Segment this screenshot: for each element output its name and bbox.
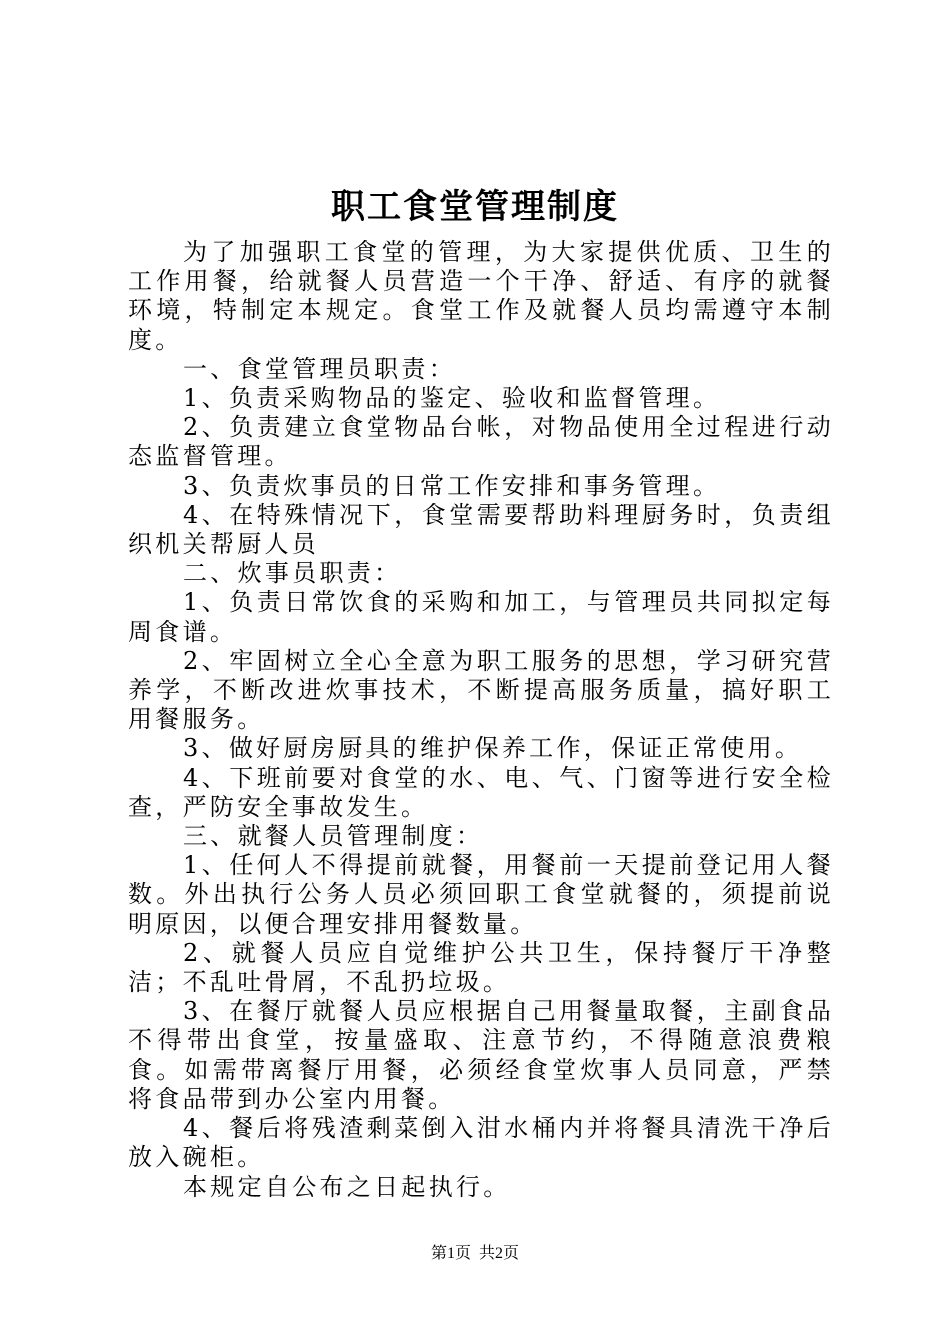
section-heading-diner-rules: 三、就餐人员管理制度： [183,822,484,851]
section-heading-cook-duties: 二、炊事员职责： [183,559,402,588]
page-total: 共2页 [479,1245,520,1262]
manager-duty-1: 1、负责采购物品的鉴定、验收和监督管理。 [183,384,721,413]
cook-duty-1: 1、负责日常饮食的采购和加工，与管理员共同拟定每周食谱。 [128,588,834,646]
effective-date-statement: 本规定自公布之日起执行。 [183,1172,511,1201]
page-footer [0,1242,950,1266]
manager-duty-2: 2、负责建立食堂物品台帐，对物品使用全过程进行动态监督管理。 [128,413,834,471]
document-title: 职工食堂管理制度 [331,187,619,227]
intro-paragraph: 为了加强职工食堂的管理，为大家提供优质、卫生的工作用餐，给就餐人员营造一个干净、舒适、有序的就餐环境，特制定本规定。食堂工作及就餐人员均需遵守本制度。 [128,238,834,354]
document-body [128,238,834,1202]
diner-rule-2: 2、就餐人员应自觉维护公共卫生，保持餐厅干净整洁；不乱吐骨屑，不乱扔垃圾。 [128,938,834,997]
section-heading-manager-duties: 一、食堂管理员职责： [183,354,456,383]
diner-rule-3: 3、在餐厅就餐人员应根据自己用餐量取餐，主副食品不得带出食堂，按量盛取、注意节约，不得随意浪费粮食。如需带离餐厅用餐，必须经食堂炊事人员同意，严禁将食品带到办公室内用餐。 [128,997,834,1113]
diner-rule-4: 4、餐后将残渣剩菜倒入泔水桶内并将餐具清洗干净后放入碗柜。 [128,1114,834,1172]
manager-duty-3: 3、负责炊事员的日常工作安排和事务管理。 [183,471,721,500]
cook-duty-4: 4、下班前要对食堂的水、电、气、门窗等进行安全检查，严防安全事故发生。 [128,763,834,821]
cook-duty-3: 3、做好厨房厨具的维护保养工作，保证正常使用。 [183,734,803,763]
page-number: 第1页 [430,1245,471,1262]
cook-duty-2: 2、牢固树立全心全意为职工服务的思想，学习研究营养学，不断改进炊事技术，不断提高服务质量，搞好职工用餐服务。 [128,646,834,734]
manager-duty-4: 4、在特殊情况下，食堂需要帮助料理厨务时，负责组织机关帮厨人员 [128,500,834,559]
diner-rule-1: 1、任何人不得提前就餐，用餐前一天提前登记用人餐数。外出执行公务人员必须回职工食堂就餐的，须提前说明原因，以便合理安排用餐数量。 [128,851,834,938]
